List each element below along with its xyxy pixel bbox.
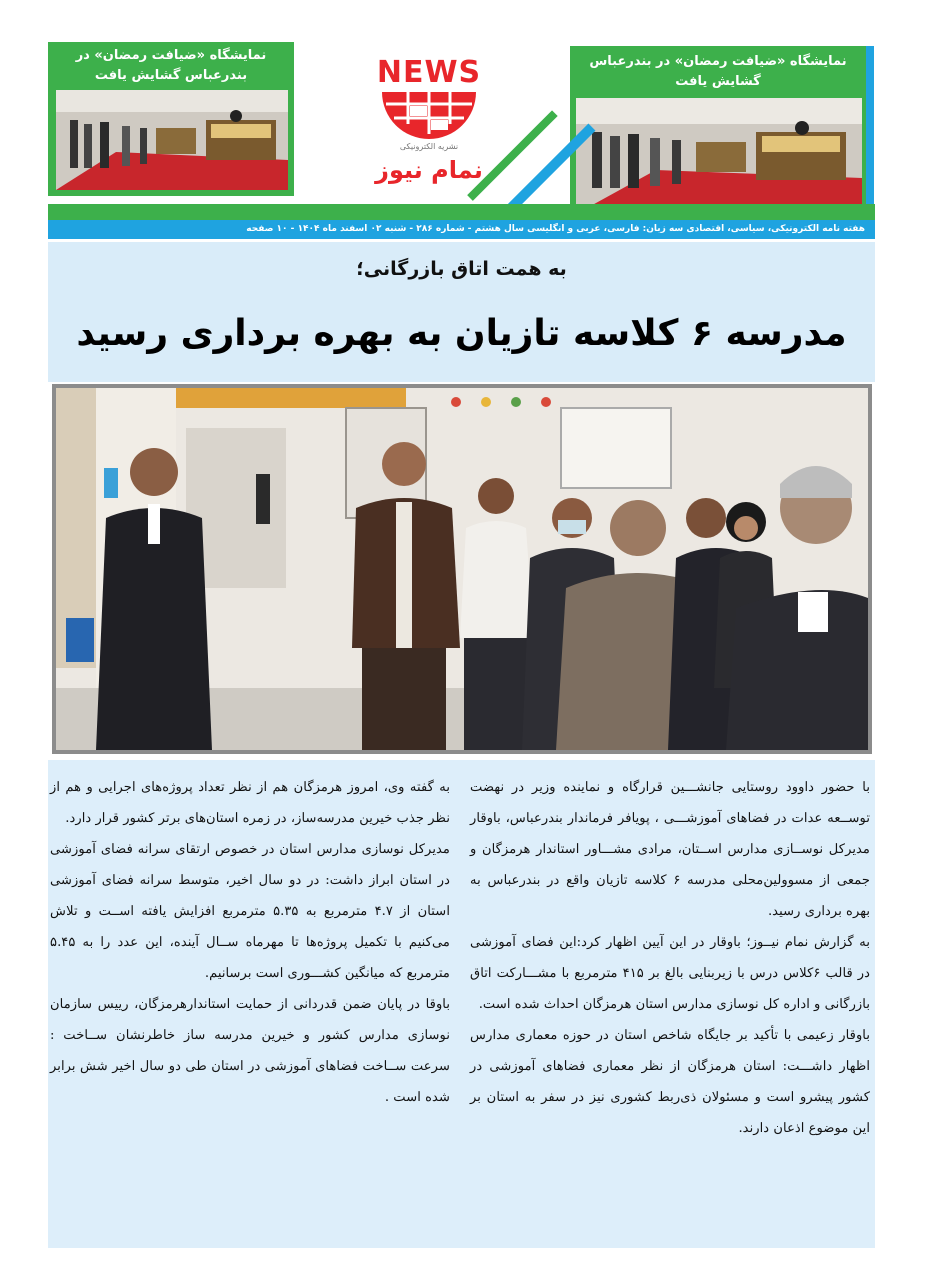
article-paragraph: مدیرکل نوسازی مدارس استان در خصوص ارتقای سرانه فضای آموزشی در استان ابراز داشت: در دو سال اخیر، متوسط سرانه فضای آموزشی استان از ۴.۷ مترمربع به ۵.۳۵ مترمربع افزایش یافته اســت و تلاش می‌کنیم با تکمیل پروژه‌ها تا مهرماه ســال آینده، این عدد را به ۵.۴۵ مترمربع که میانگین کشـــوری است برسانیم. bbox=[50, 842, 450, 981]
teaser-card-right[interactable] bbox=[570, 46, 866, 216]
teaser-accent bbox=[866, 46, 874, 222]
logo-subtitle: نشریه الکترونیکی bbox=[399, 142, 459, 151]
article-column-right bbox=[470, 772, 870, 1144]
article-column-left bbox=[50, 772, 450, 1113]
teaser-title: نمایشگاه «ضیافت رمضان» در بندرعباس گشایش یافت bbox=[75, 48, 267, 83]
article-paragraph: به گزارش نمام نیــوز؛ باوقار در این آیین اظهار کرد:این فضای آموزشی در قالب ۶کلاس درس با زیربنایی بالغ بر ۴۱۵ مترمربع با مشـــارکت اتاق بازرگانی و اداره کل نوسازی مدارس استان هرمزگان احداث شده است. bbox=[470, 935, 870, 1012]
article-photo bbox=[56, 388, 868, 750]
article-kicker: به همت اتاق بازرگانی؛ bbox=[356, 258, 567, 280]
article-paragraph: باوقا در پایان ضمن قدردانی از حمایت استاندارهرمزگان، رییس سازمان نوسازی مدارس کشور و خیرین مدرسه ساز خاطرنشان ســاخت : سرعت ســاخت فضاهای آموزشی در استان طی دو سال اخیر شش برابر شده است . bbox=[50, 997, 450, 1105]
article-paragraph: با حضور داوود روستایی جانشـــین قرارگاه و نماینده وزیر در نهضت توســعه عدات در فضاهای آموزشـــی ، پویافر فرماندار بندرعباس، باوقار مدیرکل نوســازی مدارس اســتان، مرادی مشـــاور استاندار هرمزگان و جمعی از مسوولین‌محلی مدرسه ۶ کلاسه تازیان واقع در بندرعباس به بهره برداری رسید. bbox=[470, 780, 870, 919]
teaser-photo bbox=[56, 90, 288, 190]
teaser-card-left[interactable] bbox=[48, 42, 294, 196]
teaser-title: نمایشگاه «ضیافت رمضان» در بندرعباس گشایش یافت bbox=[589, 54, 847, 89]
article-paragraph: به گفته وی، امروز هرمزگان هم از نظر تعداد پروژه‌های اجرایی و هم از نظر جذب خیرین مدرسه‌ساز، در زمره استان‌های برتر کشور قرار دارد. bbox=[50, 780, 450, 826]
issue-info-bar: هفته نامه الکترونیکی، سیاسی، اقتصادی سه زبان: فارسی، عربی و انگلیسی سال هشتم - شماره ۲۸۶ - شنبه ۰۲ اسفند ماه ۱۴۰۴ - ۱۰ صفحه bbox=[48, 220, 875, 239]
header-green-bar bbox=[48, 204, 875, 220]
logo-news-text: NEWS bbox=[376, 55, 482, 90]
globe-icon bbox=[378, 90, 480, 144]
article-paragraph: باوقار زعیمی با تأکید بر جایگاه شاخص استان در حوزه معماری مدارس اظهار داشـــت: استان هرمزگان از نظر معماری فضاهای آموزشی در کشور پیشرو است و مسئولان ذی‌ربط کشوری نیز در سفر به استان بر این موضوع اذعان دارند. bbox=[470, 1028, 870, 1136]
logo-name: نمام نیوز bbox=[375, 156, 483, 184]
teaser-photo bbox=[576, 98, 862, 214]
article-headline: مدرسه ۶ کلاسه تازیان به بهره برداری رسید bbox=[76, 313, 847, 354]
